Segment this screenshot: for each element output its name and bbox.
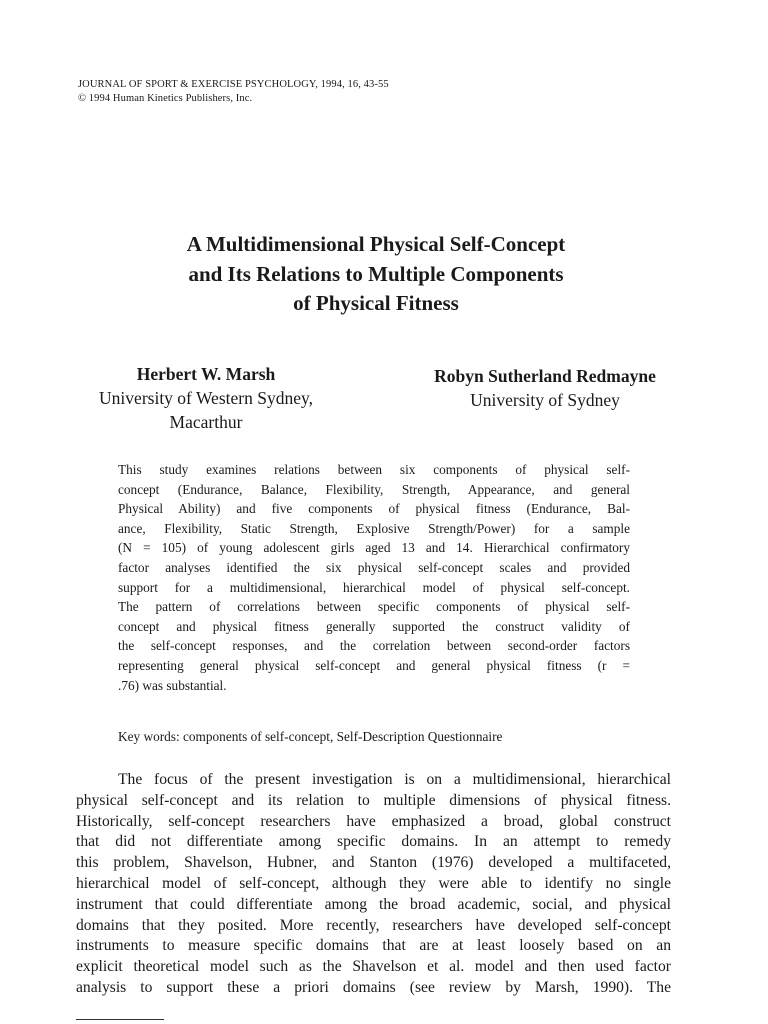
abstract-line: concept (Endurance, Balance, Flexibility, Strength, Appearance, and general [118,481,630,497]
abstract-line: ance, Flexibility, Static Strength, Explosive Strength/Power) for a sample [118,520,630,536]
body-line: The focus of the present investigation is on a multidimensional, hierarchical [118,771,671,788]
keywords: Key words: components of self-concept, Self-Description Questionnaire [118,729,503,744]
body-line: this problem, Shavelson, Hubner, and Stanton (1976) developed a multifaceted, [76,854,671,872]
body-line: instruments to measure specific domains that are at least loosely based on an [76,937,671,955]
author-affiliation: University of Sydney [470,390,620,410]
abstract-line: concept and physical fitness generally supported the construct validity of [118,618,630,634]
body-line: physical self-concept and its relation to multiple dimensions of physical fitness. [76,791,671,809]
body-line: domains that they posited. More recently, researchers have developed self-concept [76,916,671,934]
abstract-line: (N = 105) of young adolescent girls aged 13 and 14. Hierarchical confirmatory [118,540,630,556]
author-affiliation: Macarthur [169,412,243,432]
body-line: that did not differentiate among specific domains. In an attempt to remedy [76,833,671,851]
journal-header [78,78,389,106]
body-line: instrument that could differentiate among the broad academic, social, and physical [76,895,671,913]
body-line: explicit theoretical model such as the Shavelson et al. model and then used factor [76,958,671,976]
author-name: Herbert W. Marsh [136,364,276,384]
copyright-notice: © 1994 Human Kinetics Publishers, Inc. [78,93,253,104]
title-line: of Physical Fitness [293,291,459,315]
author-name: Robyn Sutherland Redmayne [434,366,656,386]
article-title [80,230,672,319]
body-line: analysis to support these a priori domains (see review by Marsh, 1990). The [76,978,671,996]
abstract-line: representing general physical self-concept and general physical fitness (r = [118,657,630,673]
title-line: A Multidimensional Physical Self-Concept [186,232,566,256]
abstract-line: The pattern of correlations between specific components of physical self- [118,599,630,615]
body-paragraph [76,770,671,999]
abstract-line: factor analyses identified the six physical self-concept scales and provided [118,559,630,575]
footnote-rule [76,1019,164,1020]
body-line: Historically, self-concept researchers have emphasized a broad, global construct [76,812,671,830]
abstract-line: the self-concept responses, and the correlation between second-order factors [118,638,630,654]
abstract-line: .76) was substantial. [118,677,227,693]
abstract-line: This study examines relations between six components of physical self- [118,462,630,477]
abstract-line: Physical Ability) and five components of physical fitness (Endurance, Bal- [118,501,630,517]
author-block [72,362,340,434]
title-line: and Its Relations to Multiple Components [188,261,564,286]
author-block [412,364,678,412]
abstract [118,460,630,695]
author-affiliation: University of Western Sydney, [99,388,313,408]
journal-citation: JOURNAL OF SPORT & EXERCISE PSYCHOLOGY, 1994, 16, 43-55 [78,79,389,90]
body-line: hierarchical model of self-concept, although they were able to identify no single [76,874,671,892]
abstract-line: support for a multidimensional, hierarchical model of physical self-concept. [118,579,630,595]
